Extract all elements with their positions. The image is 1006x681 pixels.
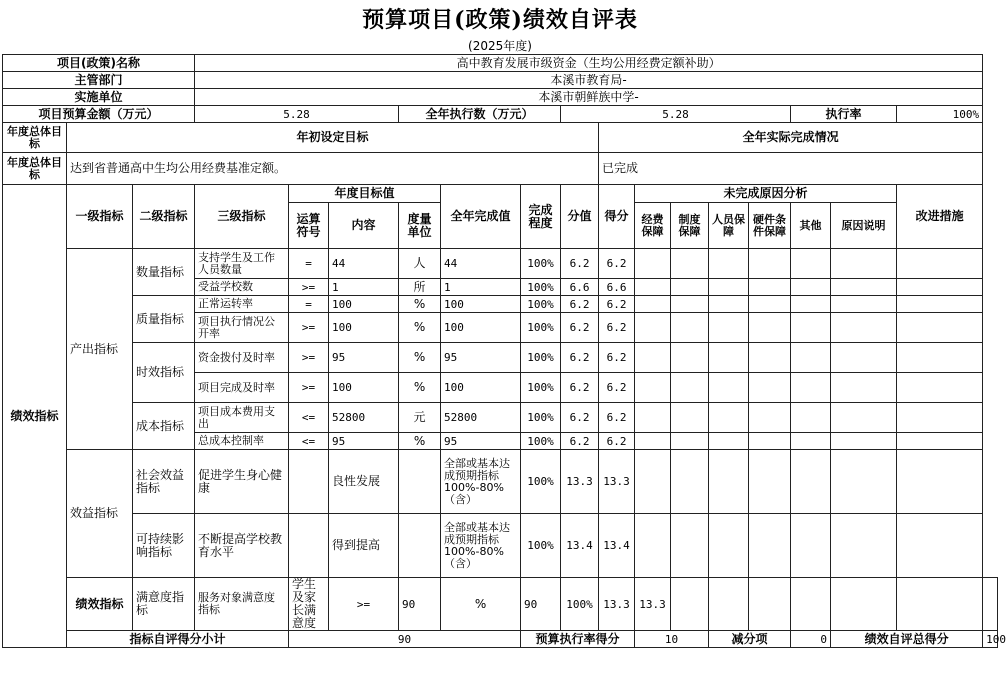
row-got: 13.3: [635, 578, 671, 631]
row-value: 52800: [441, 403, 521, 433]
perf-label: 绩效指标: [3, 185, 67, 648]
row-value: 全部或基本达成预期指标100%-80%（含）: [441, 514, 521, 578]
row-unit: 元: [399, 403, 441, 433]
level2-social: 社会效益指标: [133, 450, 195, 514]
row-got: 6.2: [599, 373, 635, 403]
row-unit: %: [441, 578, 521, 631]
row-got: 6.2: [599, 343, 635, 373]
row-name: 正常运转率: [195, 296, 289, 313]
unit-label: 实施单位: [3, 89, 195, 106]
header-level2: 二级指标: [133, 185, 195, 249]
total-value: 100: [983, 631, 998, 648]
row-op: [289, 514, 329, 578]
total-label: 绩效自评总得分: [831, 631, 983, 648]
row-degree: 100%: [521, 450, 561, 514]
row-op: =: [289, 249, 329, 279]
row-value: 全部或基本达成预期指标100%-80%（含）: [441, 450, 521, 514]
row-content: 100: [329, 296, 399, 313]
row-name: 项目完成及时率: [195, 373, 289, 403]
row-score: 6.2: [561, 249, 599, 279]
row-got: 6.2: [599, 403, 635, 433]
goals-initial-text: 达到省普通高中生均公用经费基准定额。: [67, 153, 599, 185]
header-got: 得分: [599, 185, 635, 249]
row-degree: 100%: [521, 403, 561, 433]
level2-cost: 成本指标: [133, 403, 195, 450]
subtotal-value: 90: [289, 631, 521, 648]
row-name: 学生及家长满意度: [289, 578, 329, 631]
row-unit: %: [399, 373, 441, 403]
row-name: 资金拨付及时率: [195, 343, 289, 373]
row-value: 95: [441, 433, 521, 450]
header-r1: 经费保障: [635, 203, 671, 249]
header-score: 分值: [561, 185, 599, 249]
row-op: >=: [329, 578, 399, 631]
row-got: 6.2: [599, 433, 635, 450]
goals-label: 年度总体目标: [3, 123, 67, 153]
row-name: 受益学校数: [195, 279, 289, 296]
row-degree: 100%: [521, 514, 561, 578]
header-r3: 人员保障: [709, 203, 749, 249]
row-degree: 100%: [521, 433, 561, 450]
row-value: 100: [441, 373, 521, 403]
row-content: 95: [329, 433, 399, 450]
header-annual-target: 年度目标值: [289, 185, 441, 203]
row-unit: %: [399, 296, 441, 313]
dept-label: 主管部门: [3, 72, 195, 89]
budget-score-label: 预算执行率得分: [521, 631, 635, 648]
level2-quality: 质量指标: [133, 296, 195, 343]
level2-service: 服务对象满意度指标: [195, 578, 289, 631]
budget-value: 5.28: [195, 106, 399, 123]
row-op: <=: [289, 433, 329, 450]
row-score: 6.2: [561, 313, 599, 343]
subtotal-label: 指标自评得分小计: [67, 631, 289, 648]
level1-satisfaction: 满意度指标: [133, 578, 195, 631]
budget-score-value: 10: [635, 631, 709, 648]
row-score: 6.2: [561, 343, 599, 373]
row-op: =: [289, 296, 329, 313]
row-unit: 所: [399, 279, 441, 296]
row-name: 支持学生及工作人员数量: [195, 249, 289, 279]
row-name: 项目成本费用支出: [195, 403, 289, 433]
row-degree: 100%: [521, 343, 561, 373]
row-unit: %: [399, 433, 441, 450]
row-unit: %: [399, 343, 441, 373]
row-score: 13.3: [599, 578, 635, 631]
row-name: 项目执行情况公开率: [195, 313, 289, 343]
row-op: >=: [289, 279, 329, 296]
row-unit: [399, 450, 441, 514]
row-op: >=: [289, 343, 329, 373]
header-r5: 其他: [791, 203, 831, 249]
page-subtitle: (2025年度): [468, 38, 532, 53]
level2-timeliness: 时效指标: [133, 343, 195, 403]
level2-sustain: 可持续影响指标: [133, 514, 195, 578]
goals-actual-text: 已完成: [599, 153, 983, 185]
row-degree: 100%: [521, 373, 561, 403]
header-level1: 一级指标: [67, 185, 133, 249]
row-content: 52800: [329, 403, 399, 433]
deduct-value: 0: [791, 631, 831, 648]
project-name-label: 项目(政策)名称: [3, 55, 195, 72]
row-got: 13.3: [599, 450, 635, 514]
header-degree: 完成程度: [521, 185, 561, 249]
row-content: 95: [329, 343, 399, 373]
exec-value: 5.28: [561, 106, 791, 123]
row-degree: 100%: [521, 249, 561, 279]
row-op: <=: [289, 403, 329, 433]
level1-benefit: 效益指标: [67, 450, 133, 578]
header-r2: 制度保障: [671, 203, 709, 249]
goals-actual-header: 全年实际完成情况: [599, 123, 983, 153]
row-content: 良性发展: [329, 450, 399, 514]
unit-value: 本溪市朝鲜族中学-: [195, 89, 983, 106]
header-unit: 度量单位: [399, 203, 441, 249]
header-r4: 硬件条件保障: [749, 203, 791, 249]
row-score: 6.2: [561, 373, 599, 403]
row-value: 100: [441, 313, 521, 343]
row-got: 6.2: [599, 313, 635, 343]
row-unit: 人: [399, 249, 441, 279]
row-got: 6.6: [599, 279, 635, 296]
rate-label: 执行率: [791, 106, 897, 123]
row-content: 100: [329, 373, 399, 403]
row-degree: 100%: [561, 578, 599, 631]
row-got: 13.4: [599, 514, 635, 578]
exec-label: 全年执行数（万元）: [399, 106, 561, 123]
row-score: 6.6: [561, 279, 599, 296]
row-score: 6.2: [561, 296, 599, 313]
header-full-value: 全年完成值: [441, 185, 521, 249]
level2-quantity: 数量指标: [133, 249, 195, 296]
row-got: 6.2: [599, 249, 635, 279]
row-name: 不断提高学校教育水平: [195, 514, 289, 578]
header-reason-analysis: 未完成原因分析: [635, 185, 897, 203]
dept-value: 本溪市教育局-: [195, 72, 983, 89]
row-content: 44: [329, 249, 399, 279]
goals-initial-header: 年初设定目标: [67, 123, 599, 153]
row-score: 13.4: [561, 514, 599, 578]
header-content: 内容: [329, 203, 399, 249]
level1-output: 产出指标: [67, 249, 133, 450]
row-content: 得到提高: [329, 514, 399, 578]
goals-label: 年度总体目标: [3, 153, 67, 185]
row-op: >=: [289, 373, 329, 403]
row-score: 6.2: [561, 433, 599, 450]
row-got: 6.2: [599, 296, 635, 313]
row-score: 6.2: [561, 403, 599, 433]
row-degree: 100%: [521, 313, 561, 343]
rate-value: 100%: [897, 106, 983, 123]
page-title: 预算项目(政策)绩效自评表: [362, 6, 638, 33]
row-score: 13.3: [561, 450, 599, 514]
deduct-label: 减分项: [709, 631, 791, 648]
row-content: 100: [329, 313, 399, 343]
row-value: 44: [441, 249, 521, 279]
row-op: >=: [289, 313, 329, 343]
header-op: 运算符号: [289, 203, 329, 249]
header-r6: 原因说明: [831, 203, 897, 249]
row-name: 总成本控制率: [195, 433, 289, 450]
header-improve: 改进措施: [897, 185, 983, 249]
row-unit: %: [399, 313, 441, 343]
budget-label: 项目预算金额（万元）: [3, 106, 195, 123]
row-value: 1: [441, 279, 521, 296]
header-level3: 三级指标: [195, 185, 289, 249]
row-degree: 100%: [521, 296, 561, 313]
row-value: 95: [441, 343, 521, 373]
row-content: 90: [399, 578, 441, 631]
row-unit: [399, 514, 441, 578]
project-name-value: 高中教育发展市级资金（生均公用经费定额补助）: [195, 55, 983, 72]
row-op: [289, 450, 329, 514]
evaluation-table: [2, 54, 1006, 648]
row-name: 促进学生身心健康: [195, 450, 289, 514]
row-value: 100: [441, 296, 521, 313]
row-value: 90: [521, 578, 561, 631]
row-degree: 100%: [521, 279, 561, 296]
row-content: 1: [329, 279, 399, 296]
satisfaction-block-label: 绩效指标: [67, 578, 133, 631]
